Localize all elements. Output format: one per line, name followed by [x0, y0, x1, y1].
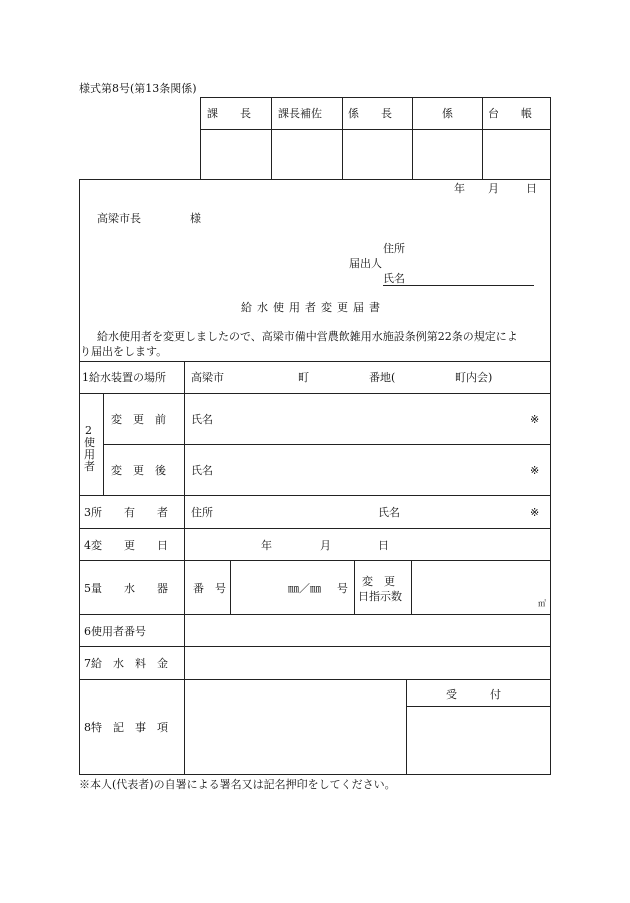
form-number: 様式第8号(第13条関係) [79, 82, 197, 95]
row3-address-field[interactable] [210, 498, 370, 524]
row6-user-number-field[interactable] [185, 615, 550, 646]
row1-label: 1給水装置の場所 [82, 371, 166, 384]
row1-location-field[interactable] [185, 362, 550, 393]
row5-change-line1: 変 更 [362, 575, 395, 588]
stamp-box-ledger[interactable] [483, 130, 550, 179]
approval-header-subsection-chief: 係 長 [348, 107, 392, 120]
row6-label: 6使用者番号 [84, 625, 146, 638]
applicant-role-label: 届出人 [349, 257, 382, 270]
row5-meter-reading-field[interactable] [412, 561, 550, 614]
stamp-box-section-chief[interactable] [201, 130, 271, 179]
row2-before-name-field[interactable] [210, 404, 525, 434]
addressee-honorific: 様 [190, 212, 201, 225]
row2-label-char3: 者 [84, 460, 95, 473]
row1-town: 町 [298, 371, 309, 384]
stamp-box-subsection-chief[interactable] [343, 130, 412, 179]
row1-banchi: 番地( [369, 371, 396, 384]
applicant-name-underline [383, 285, 534, 286]
document-title: 給水使用者変更届書 [241, 301, 385, 314]
stamp-box-deputy-chief[interactable] [272, 130, 342, 179]
row3-name-field[interactable] [400, 498, 525, 524]
row2-after-label: 変 更 後 [111, 464, 166, 477]
row7-label: 7給 水 料 金 [84, 657, 168, 670]
row5-change-line2: 日指示数 [358, 590, 402, 603]
row7-water-fee-field[interactable] [185, 647, 550, 679]
row5-mm: ㎜／㎜ [288, 582, 321, 595]
row3-mark: ※ [530, 506, 540, 519]
row4-day: 日 [378, 539, 389, 552]
row8-label: 8特 記 事 項 [84, 721, 168, 734]
receipt-stamp-box[interactable] [407, 707, 550, 774]
row4-change-date-field[interactable] [185, 529, 550, 560]
row5-label: 5量 水 器 [84, 582, 168, 595]
body-text-line2: り届出をします。 [80, 345, 168, 358]
row2-before-label: 変 更 前 [111, 413, 166, 426]
approval-header-staff: 係 [442, 107, 453, 120]
row2-before-name-label: 氏名 [191, 413, 213, 426]
row2-after-mark: ※ [530, 464, 540, 477]
approval-header-deputy-chief: 課長補佐 [278, 107, 322, 120]
date-day-label: 日 [526, 182, 537, 195]
row1-city: 高梁市 [191, 371, 224, 384]
applicant-name-label: 氏名 [383, 272, 405, 285]
row2-before-mark: ※ [530, 413, 540, 426]
row2-label-char2: 用 [84, 448, 95, 461]
addressee-name: 高梁市長 [97, 212, 141, 225]
row2-label-char1: 使 [84, 436, 95, 449]
row3-name-label: 氏名 [378, 506, 400, 519]
applicant-name-field[interactable] [405, 270, 533, 285]
row5-number-label: 番 号 [193, 582, 226, 595]
row4-label: 4変 更 日 [84, 539, 168, 552]
row2-after-name-label: 氏名 [191, 464, 213, 477]
row2-label-number: 2 [85, 424, 92, 437]
row5-meter-number-field[interactable] [231, 561, 354, 614]
receipt-label: 受 付 [446, 688, 501, 701]
row8-notes-field[interactable] [185, 680, 406, 774]
date-month-label: 月 [488, 182, 499, 195]
stamp-box-staff[interactable] [413, 130, 482, 179]
approval-header-section-chief: 課 長 [207, 107, 251, 120]
row5-go: 号 [337, 582, 348, 595]
row5-unit: ㎥ [538, 599, 546, 608]
row4-month: 月 [320, 539, 331, 552]
row3-label: 3所 有 者 [84, 506, 168, 519]
row1-chonaikai: 町内会) [455, 371, 493, 384]
applicant-address-label: 住所 [383, 242, 405, 255]
date-year-label: 年 [454, 182, 465, 195]
row2-after-name-field[interactable] [210, 455, 525, 485]
approval-header-ledger: 台 帳 [488, 107, 532, 120]
row3-address-label: 住所 [191, 506, 213, 519]
row4-year: 年 [261, 539, 272, 552]
body-text-line1: 給水使用者を変更しましたので、高梁市備中営農飲雑用水施設条例第22条の規定によ [97, 330, 518, 343]
footer-note: ※本人(代表者)の自署による署名又は記名押印をしてください。 [79, 778, 396, 791]
